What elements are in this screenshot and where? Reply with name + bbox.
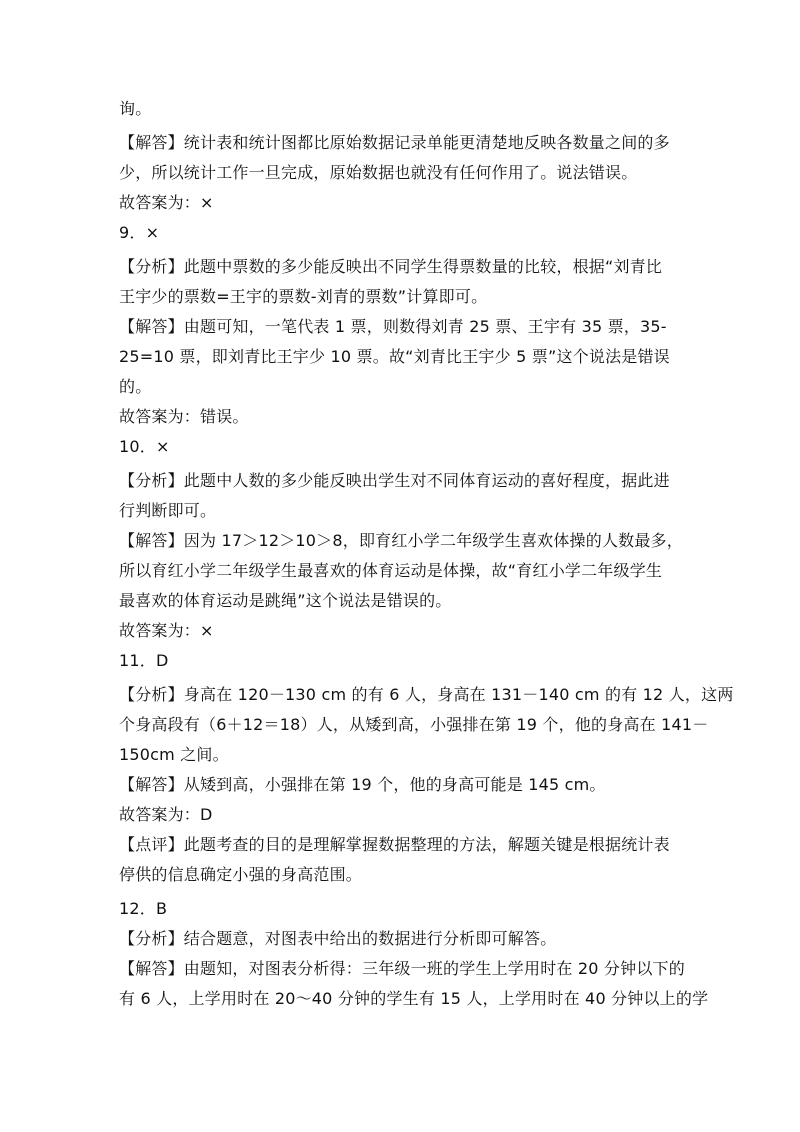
text-line: 【解答】由题可知，一笔代表 1 票，则数得刘青 25 票、王宇有 35 票，35- [119, 317, 667, 336]
text-line: 【点评】此题考查的目的是理解掌握数据整理的方法，解题关键是根据统计表 [119, 835, 670, 854]
text-line: 【解答】由题知，对图表分析得：三年级一班的学生上学用时在 20 分钟以下的 [119, 959, 685, 978]
text-line: 11．D [119, 651, 169, 670]
text-line: 有 6 人，上学用时在 20～40 分钟的学生有 15 人，上学用时在 40 分钟以上的学 [119, 989, 709, 1008]
text-line: 【解答】从矮到高，小强排在第 19 个，他的身高可能是 145 cm。 [119, 775, 606, 794]
text-line: 9．× [119, 223, 160, 242]
text-line: 【分析】身高在 120－130 cm 的有 6 人，身高在 131－140 cm 的有 12 人，这两 [119, 685, 734, 704]
text-line: 12．B [119, 899, 168, 918]
text-line: 个身高段有（6＋12＝18）人，从矮到高，小强排在第 19 个，他的身高在 141－ [119, 715, 709, 734]
text-line: 150cm 之间。 [119, 745, 229, 764]
text-line: 行判断即可。 [119, 501, 217, 520]
text-line: 故答案为：× [119, 193, 214, 212]
text-line: 故答案为：D [119, 805, 213, 824]
text-line: 询。 [119, 99, 152, 118]
text-line: 的。 [119, 377, 152, 396]
text-line: 所以育红小学二年级学生最喜欢的体育运动是体操，故“育红小学二年级学生 [119, 561, 663, 580]
text-line: 最喜欢的体育运动是跳绳”这个说法是错误的。 [119, 591, 452, 610]
text-line: 少，所以统计工作一旦完成，原始数据也就没有任何作用了。说法错误。 [119, 163, 638, 182]
text-line: 故答案为：错误。 [119, 407, 249, 426]
text-line: 故答案为：× [119, 621, 214, 640]
text-line: 王宇少的票数=王宇的票数-刘青的票数”计算即可。 [119, 287, 488, 306]
text-line: 10．× [119, 437, 170, 456]
text-line: 【分析】此题中票数的多少能反映出不同学生得票数量的比较，根据“刘青比 [119, 257, 663, 276]
text-line: 【分析】结合题意，对图表中给出的数据进行分析即可解答。 [119, 929, 557, 948]
text-line: 【分析】此题中人数的多少能反映出学生对不同体育运动的喜好程度，据此进 [119, 471, 670, 490]
text-line: 【解答】因为 17＞12＞10＞8，即育红小学二年级学生喜欢体操的人数最多， [119, 531, 683, 550]
text-line: 【解答】统计表和统计图都比原始数据记录单能更清楚地反映各数量之间的多 [119, 133, 670, 152]
text-line: 25=10 票，即刘青比王宇少 10 票。故“刘青比王宇少 5 票”这个说法是错误 [119, 347, 670, 366]
text-line: 停供的信息确定小强的身高范围。 [119, 865, 363, 884]
